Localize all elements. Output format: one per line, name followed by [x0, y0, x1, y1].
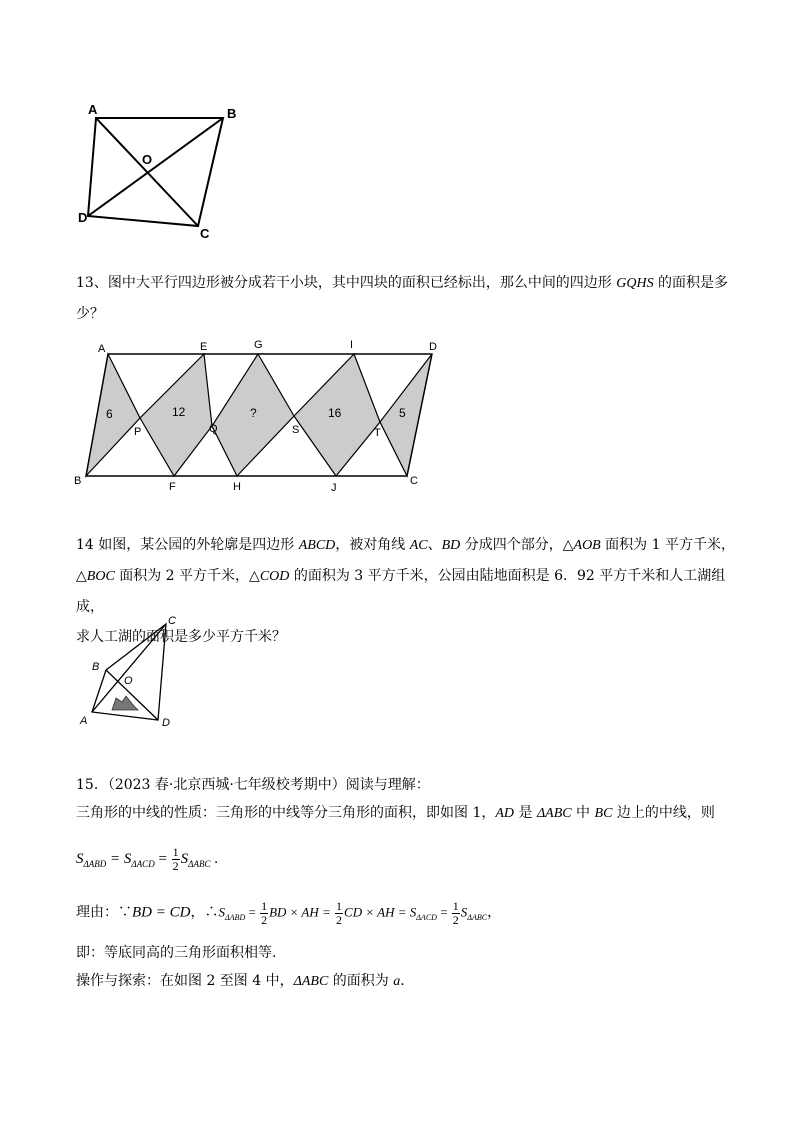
reason-s1: S — [218, 904, 225, 920]
frac-num: 1 — [336, 899, 343, 913]
f1-sub2: ΔACD — [131, 858, 155, 869]
label-s: S — [292, 424, 300, 436]
op-text-c: . — [400, 973, 405, 989]
label-a: A — [80, 715, 88, 727]
reason-term-1: BD × AH = — [269, 904, 335, 920]
op-var-a: a — [393, 974, 401, 989]
reason-eq2: = — [436, 904, 451, 920]
q13-var: GQHS — [616, 276, 654, 291]
label-d: D — [162, 717, 170, 729]
q14-text-2: ，被对角线 — [335, 537, 410, 553]
frac-den: 2 — [172, 859, 179, 873]
label-h: H — [233, 481, 241, 493]
q15-var-ad: AD — [495, 806, 515, 821]
figure-park — [76, 612, 196, 732]
q14-text-3: 、 — [427, 537, 442, 553]
label-i: I — [350, 339, 354, 351]
f1-sub3: ΔABC — [188, 858, 211, 869]
q15-header: 15．（2023 春·北京西城·七年级校考期中）阅读与理解： — [76, 777, 430, 793]
fraction-half — [172, 846, 180, 873]
frac-den: 2 — [336, 913, 343, 927]
lake-shape — [112, 696, 138, 710]
q14-text-6: △ — [76, 568, 87, 584]
q15-property — [76, 798, 736, 829]
label-p: P — [134, 426, 142, 438]
reason-bd-cd: BD = CD — [132, 904, 191, 921]
reason-therefore: ，∴ — [190, 904, 219, 921]
label-d: D — [429, 341, 437, 353]
label-b: B — [74, 475, 82, 487]
q13-question — [76, 268, 736, 329]
reason-label: 理由：∵ — [76, 904, 132, 921]
label-c: C — [168, 615, 176, 627]
label-j: J — [331, 482, 337, 494]
label-t: T — [374, 427, 381, 439]
op-text-b: 的面积为 — [328, 973, 394, 989]
frac-num: 1 — [172, 845, 179, 859]
reason-eq1: = — [245, 904, 260, 920]
q15-reason — [76, 900, 501, 927]
label-a: A — [98, 343, 106, 355]
q14-text-4: 分成四个部分，△ — [460, 537, 574, 553]
q13-text-1: 13、图中大平行四边形被分成若干小块，其中四块的面积已经标出，那么中间的四边形 — [76, 275, 617, 291]
label-q: Q — [209, 423, 218, 435]
q14-var-cod: COD — [259, 569, 290, 584]
q13-text-2: 少？ — [76, 306, 104, 322]
q14-text-5: 面积为 1 平方千米， — [600, 537, 735, 553]
q15-prop-text-d: 边上的中线，则 — [612, 805, 715, 821]
frac-den: 2 — [261, 913, 268, 927]
q15-var-abc: ΔABC — [536, 806, 572, 821]
label-b: B — [227, 106, 237, 121]
q14-var-boc: BOC — [86, 569, 115, 584]
q14-text-1: 14 如图，某公园的外轮廓是四边形 — [76, 537, 299, 553]
label-c: C — [200, 226, 210, 241]
q13-text-1-end: 的面积是多 — [653, 275, 729, 291]
label-c: C — [410, 475, 418, 487]
figure-quadrilateral-abcd — [70, 98, 260, 243]
q15-var-bc: BC — [594, 806, 613, 821]
reason-s3: S — [460, 904, 468, 920]
q15-prop-text-b: 是 — [514, 805, 537, 821]
label-g: G — [254, 339, 263, 351]
q15-prop-text-c: 中 — [571, 805, 595, 821]
q14-var-abcd: ABCD — [298, 538, 336, 553]
reason-frac-1 — [260, 900, 268, 927]
area-1: 6 — [106, 407, 113, 421]
frac-den: 2 — [452, 913, 459, 927]
f1-eq: = — [154, 850, 171, 867]
op-var-abc: ΔABC — [293, 974, 329, 989]
f1-end: . — [210, 850, 218, 867]
f1-eq-s: = S — [106, 850, 132, 867]
area-3: ? — [250, 406, 257, 420]
q14-var-ac: AC — [409, 538, 428, 553]
label-f: F — [169, 481, 176, 493]
reason-s2-sub: ΔACD — [416, 913, 437, 923]
q15-prop-text-a: 三角形的中线的性质：三角形的中线等分三角形的面积，即如图 1， — [76, 805, 496, 821]
q14-text-7: 面积为 2 平方千米，△ — [114, 568, 260, 584]
area-4: 16 — [328, 406, 342, 420]
q14-var-aob: AOB — [573, 538, 601, 553]
q14-text-8: 的面积为 3 平方千米，公园由陆地面积是 6．92 平方千米和人工湖组成， — [76, 568, 726, 615]
q15-note: 即：等底同高的三角形面积相等. — [76, 945, 277, 961]
reason-term-2: CD × AH = S — [344, 904, 417, 920]
q15-operation — [76, 966, 736, 997]
q14-var-bd: BD — [441, 538, 461, 553]
label-o: O — [124, 675, 133, 687]
figure-parallelogram — [72, 336, 450, 498]
label-b: B — [92, 661, 100, 673]
f1-s3: S — [180, 850, 189, 867]
label-e: E — [200, 341, 208, 353]
label-o: O — [142, 152, 153, 167]
reason-frac-2 — [335, 900, 343, 927]
reason-s3-sub: ΔABC — [467, 913, 488, 923]
label-d: D — [78, 210, 88, 225]
f1-s: S — [76, 850, 84, 867]
q15-formula-1 — [76, 846, 218, 873]
frac-num: 1 — [261, 899, 268, 913]
q14-text-9: 求人工湖的面积是多少平方千米？ — [76, 629, 286, 645]
reason-s1-sub: ΔABD — [224, 913, 246, 923]
reason-end: ， — [487, 904, 502, 921]
reason-frac-3 — [452, 900, 460, 927]
label-a: A — [88, 102, 98, 117]
op-text-a: 操作与探索：在如图 2 至图 4 中， — [76, 973, 294, 989]
area-5: 5 — [399, 406, 406, 420]
area-2: 12 — [172, 405, 186, 419]
f1-sub1: ΔABD — [83, 858, 107, 869]
frac-num: 1 — [452, 899, 459, 913]
